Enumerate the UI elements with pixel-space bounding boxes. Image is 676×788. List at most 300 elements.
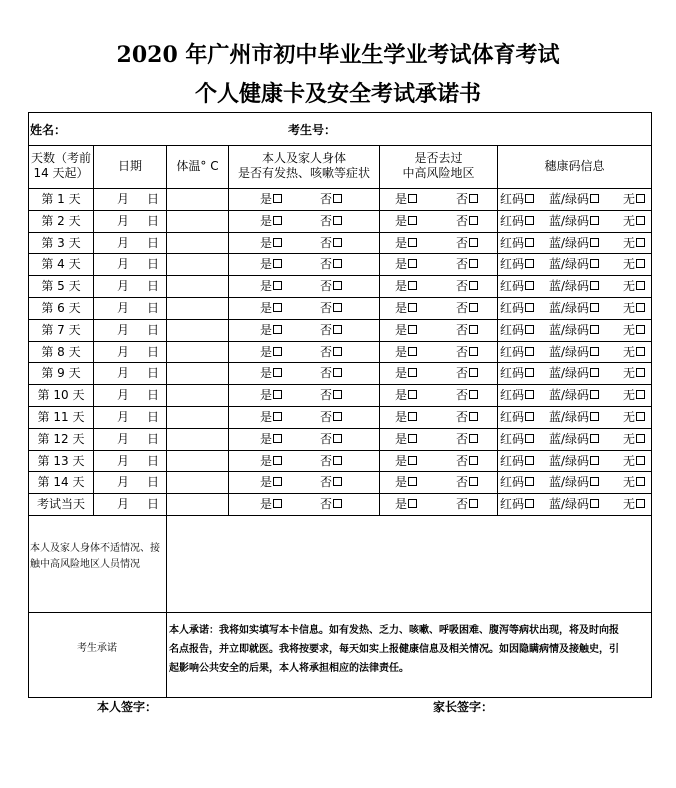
yes-text: 是 [395,257,408,271]
code-red-text: 红码 [500,236,525,250]
code-red-text: 红码 [500,323,525,337]
risk-no [456,214,486,230]
risk-no-checkbox[interactable] [469,238,478,247]
table-line [28,253,652,254]
no-text: 否 [456,257,469,271]
risk-no-checkbox[interactable] [469,259,478,268]
no-text: 否 [456,279,469,293]
no-text: 否 [456,301,469,315]
code-none-text: 无 [623,454,636,468]
code-none-checkbox[interactable] [636,368,645,377]
table-line [497,145,498,515]
code-none-checkbox[interactable] [636,477,645,486]
commitment-label: 考生承诺 [77,643,117,654]
code-blue-green-checkbox[interactable] [590,259,599,268]
symptom-yes-checkbox[interactable] [273,499,282,508]
symptom-yes [260,410,290,426]
yes-text: 是 [260,388,273,402]
risk-yes-checkbox[interactable] [408,499,417,508]
code-red-checkbox[interactable] [525,412,534,421]
code-none-text: 无 [623,345,636,359]
no-text: 否 [320,454,333,468]
code-blue-green [549,454,611,470]
no-text: 否 [456,236,469,250]
symptom-yes [260,279,290,295]
risk-no-checkbox[interactable] [469,434,478,443]
code-red-text: 红码 [500,192,525,206]
name-label: 姓名： [30,123,67,137]
code-blue-green-checkbox[interactable] [590,477,599,486]
table-line [28,362,652,363]
code-none-checkbox[interactable] [636,347,645,356]
symptom-yes-checkbox[interactable] [273,194,282,203]
code-red-checkbox[interactable] [525,303,534,312]
symptom-no-checkbox[interactable] [333,434,342,443]
code-red-checkbox[interactable] [525,477,534,486]
yes-text: 是 [260,366,273,380]
code-none-checkbox[interactable] [636,456,645,465]
risk-no [456,257,486,273]
code-blue-green-text: 蓝/绿码 [549,257,590,271]
risk-no-checkbox[interactable] [469,456,478,465]
header-date-line1: 日期 [117,159,142,173]
code-red-checkbox[interactable] [525,456,534,465]
table-line [28,612,652,613]
risk-yes-checkbox[interactable] [408,216,417,225]
symptom-no-checkbox[interactable] [333,325,342,334]
code-red-checkbox[interactable] [525,347,534,356]
risk-yes [395,410,425,426]
yes-text: 是 [260,454,273,468]
code-blue-green [549,192,611,208]
day-of-month-label: 日 [147,388,160,402]
yes-text: 是 [395,323,408,337]
risk-yes [395,279,425,295]
no-text: 否 [320,475,333,489]
symptom-no-checkbox[interactable] [333,368,342,377]
symptom-no [320,345,350,361]
code-blue-green-checkbox[interactable] [590,499,599,508]
code-red-text: 红码 [500,475,525,489]
risk-yes [395,454,425,470]
table-line [28,145,652,146]
code-red-checkbox[interactable] [525,368,534,377]
day-label: 第 14 天 [37,475,85,489]
symptom-no [320,388,350,404]
table-line [93,145,94,515]
day-label: 第 5 天 [41,279,81,293]
code-red-checkbox[interactable] [525,434,534,443]
code-blue-green [549,323,611,339]
header-symptom [229,151,379,183]
commitment-line-1: 本人承诺：我将如实填写本卡信息。如有发热、乏力、咳嗽、呼吸困难、腹泻等病状出现，将及时向报 [169,625,619,636]
risk-yes [395,432,425,448]
symptom-yes-checkbox[interactable] [273,281,282,290]
yes-text: 是 [395,192,408,206]
day-label: 第 1 天 [41,192,81,206]
symptom-no-checkbox[interactable] [333,194,342,203]
symptom-no-checkbox[interactable] [333,390,342,399]
symptom-no-checkbox[interactable] [333,347,342,356]
code-red-checkbox[interactable] [525,325,534,334]
code-none [623,301,651,317]
code-red-checkbox[interactable] [525,499,534,508]
code-red [500,475,544,491]
code-none-text: 无 [623,236,636,250]
symptom-yes-checkbox[interactable] [273,216,282,225]
code-none-checkbox[interactable] [636,194,645,203]
table-line [28,450,652,451]
yes-text: 是 [260,301,273,315]
code-blue-green [549,388,611,404]
day-label: 第 4 天 [41,257,81,271]
no-text: 否 [320,366,333,380]
code-blue-green [549,257,611,273]
code-blue-green-checkbox[interactable] [590,238,599,247]
month-label: 月 [117,388,130,402]
symptom-no-checkbox[interactable] [333,477,342,486]
symptom-no [320,279,350,295]
no-text: 否 [320,432,333,446]
symptom-no [320,301,350,317]
table-line [28,428,652,429]
code-blue-green-text: 蓝/绿码 [549,475,590,489]
no-text: 否 [320,410,333,424]
code-blue-green-checkbox[interactable] [590,434,599,443]
header-day [29,151,93,183]
no-text: 否 [320,388,333,402]
symptom-yes [260,475,290,491]
symptom-yes-checkbox[interactable] [273,434,282,443]
yes-text: 是 [395,236,408,250]
symptom-yes-checkbox[interactable] [273,325,282,334]
code-blue-green [549,432,611,448]
code-blue-green-text: 蓝/绿码 [549,410,590,424]
no-text: 否 [320,345,333,359]
table-line [28,112,652,113]
table-line [28,210,652,211]
code-red-text: 红码 [500,454,525,468]
no-text: 否 [320,192,333,206]
risk-no-checkbox[interactable] [469,347,478,356]
commitment-text [169,621,649,681]
yes-text: 是 [395,432,408,446]
code-none-text: 无 [623,192,636,206]
risk-no-checkbox[interactable] [469,499,478,508]
day-of-month-label: 日 [147,236,160,250]
code-none-checkbox[interactable] [636,390,645,399]
risk-no [456,497,486,513]
risk-no [456,410,486,426]
risk-no-checkbox[interactable] [469,325,478,334]
no-text: 否 [320,279,333,293]
yes-text: 是 [260,497,273,511]
code-red-checkbox[interactable] [525,390,534,399]
code-none-text: 无 [623,214,636,228]
code-none-checkbox[interactable] [636,303,645,312]
code-none-text: 无 [623,366,636,380]
risk-no-checkbox[interactable] [469,390,478,399]
code-blue-green-text: 蓝/绿码 [549,214,590,228]
code-none-text: 无 [623,257,636,271]
no-text: 否 [320,323,333,337]
month-label: 月 [117,236,130,250]
student-sign-label: 本人签字： [97,700,158,714]
risk-yes [395,301,425,317]
code-red-text: 红码 [500,410,525,424]
code-none-checkbox[interactable] [636,434,645,443]
code-blue-green [549,236,611,252]
risk-yes-checkbox[interactable] [408,368,417,377]
risk-yes-checkbox[interactable] [408,456,417,465]
symptom-yes [260,323,290,339]
risk-yes-checkbox[interactable] [408,477,417,486]
code-blue-green-checkbox[interactable] [590,456,599,465]
header-code [498,159,651,191]
yes-text: 是 [260,323,273,337]
yes-text: 是 [395,345,408,359]
risk-no-checkbox[interactable] [469,194,478,203]
no-text: 否 [456,497,469,511]
table-line [28,297,652,298]
risk-no [456,345,486,361]
code-none [623,366,651,382]
month-label: 月 [117,323,130,337]
table-line [28,275,652,276]
risk-yes [395,497,425,513]
code-blue-green-checkbox[interactable] [590,347,599,356]
code-blue-green-text: 蓝/绿码 [549,323,590,337]
day-of-month-label: 日 [147,366,160,380]
code-none-text: 无 [623,497,636,511]
code-none-checkbox[interactable] [636,325,645,334]
risk-no [456,454,486,470]
symptom-yes [260,454,290,470]
discomfort-input-area[interactable] [167,516,650,611]
symptom-yes-checkbox[interactable] [273,347,282,356]
code-none [623,323,651,339]
symptom-no-checkbox[interactable] [333,456,342,465]
code-blue-green-checkbox[interactable] [590,390,599,399]
day-label: 第 6 天 [41,301,81,315]
risk-yes-checkbox[interactable] [408,325,417,334]
code-blue-green-checkbox[interactable] [590,368,599,377]
risk-no-checkbox[interactable] [469,412,478,421]
code-none [623,236,651,252]
risk-yes-checkbox[interactable] [408,194,417,203]
code-red-text: 红码 [500,366,525,380]
yes-text: 是 [260,192,273,206]
risk-yes [395,257,425,273]
symptom-yes-checkbox[interactable] [273,477,282,486]
code-none [623,345,651,361]
code-none-text: 无 [623,279,636,293]
code-blue-green-text: 蓝/绿码 [549,192,590,206]
symptom-no-checkbox[interactable] [333,499,342,508]
symptom-yes-checkbox[interactable] [273,259,282,268]
code-none-checkbox[interactable] [636,216,645,225]
code-blue-green-checkbox[interactable] [590,281,599,290]
symptom-yes [260,345,290,361]
symptom-no-checkbox[interactable] [333,412,342,421]
code-red-checkbox[interactable] [525,259,534,268]
day-label: 第 13 天 [37,454,85,468]
symptom-no [320,214,350,230]
table-line [28,493,652,494]
risk-no [456,301,486,317]
no-text: 否 [320,301,333,315]
code-blue-green [549,214,611,230]
code-blue-green-text: 蓝/绿码 [549,279,590,293]
symptom-no-checkbox[interactable] [333,216,342,225]
day-label: 第 8 天 [41,345,81,359]
no-text: 否 [320,497,333,511]
discomfort-line1: 本人及家人身体不适情况、接 [30,543,160,554]
code-blue-green-checkbox[interactable] [590,412,599,421]
risk-no-checkbox[interactable] [469,303,478,312]
code-red-text: 红码 [500,214,525,228]
code-red [500,214,544,230]
yes-text: 是 [395,388,408,402]
no-text: 否 [456,214,469,228]
code-blue-green [549,301,611,317]
day-of-month-label: 日 [147,257,160,271]
no-text: 否 [456,454,469,468]
yes-text: 是 [260,475,273,489]
day-of-month-label: 日 [147,410,160,424]
symptom-yes-checkbox[interactable] [273,390,282,399]
code-blue-green-checkbox[interactable] [590,216,599,225]
symptom-no-checkbox[interactable] [333,303,342,312]
code-none [623,279,651,295]
month-label: 月 [117,214,130,228]
risk-no-checkbox[interactable] [469,216,478,225]
yes-text: 是 [395,279,408,293]
day-label: 第 2 天 [41,214,81,228]
code-blue-green-checkbox[interactable] [590,194,599,203]
risk-yes-checkbox[interactable] [408,412,417,421]
table-line [28,319,652,320]
month-label: 月 [117,301,130,315]
code-red [500,497,544,513]
code-blue-green-checkbox[interactable] [590,303,599,312]
risk-yes [395,366,425,382]
code-none [623,257,651,273]
day-label: 第 12 天 [37,432,85,446]
symptom-no-checkbox[interactable] [333,259,342,268]
risk-yes-checkbox[interactable] [408,390,417,399]
day-of-month-label: 日 [147,345,160,359]
header-symptom-line1: 本人及家人身体 [261,151,346,165]
risk-yes-checkbox[interactable] [408,303,417,312]
symptom-no [320,236,350,252]
month-label: 月 [117,345,130,359]
code-none-checkbox[interactable] [636,499,645,508]
code-none [623,497,651,513]
code-none [623,214,651,230]
no-text: 否 [456,366,469,380]
code-red-checkbox[interactable] [525,281,534,290]
month-label: 月 [117,497,130,511]
risk-no-checkbox[interactable] [469,368,478,377]
risk-yes-checkbox[interactable] [408,238,417,247]
symptom-yes-checkbox[interactable] [273,238,282,247]
month-label: 月 [117,257,130,271]
commitment-line-2: 名点报告，并立即就医。我将按要求，每天如实上报健康信息及相关情况。如因隐瞒病情及接触史，引 [169,644,619,655]
risk-yes-checkbox[interactable] [408,281,417,290]
symptom-yes-checkbox[interactable] [273,456,282,465]
symptom-yes [260,301,290,317]
yes-text: 是 [260,345,273,359]
code-blue-green-text: 蓝/绿码 [549,236,590,250]
risk-yes-checkbox[interactable] [408,259,417,268]
yes-text: 是 [395,301,408,315]
day-of-month-label: 日 [147,323,160,337]
risk-no-checkbox[interactable] [469,281,478,290]
code-blue-green-checkbox[interactable] [590,325,599,334]
code-blue-green-text: 蓝/绿码 [549,366,590,380]
code-blue-green-text: 蓝/绿码 [549,454,590,468]
code-red-checkbox[interactable] [525,194,534,203]
code-none-text: 无 [623,323,636,337]
risk-yes-checkbox[interactable] [408,347,417,356]
yes-text: 是 [260,257,273,271]
symptom-no-checkbox[interactable] [333,238,342,247]
yes-text: 是 [395,214,408,228]
symptom-no [320,410,350,426]
symptom-yes-checkbox[interactable] [273,412,282,421]
symptom-no [320,432,350,448]
risk-yes [395,475,425,491]
symptom-yes [260,432,290,448]
code-red [500,366,544,382]
code-red-checkbox[interactable] [525,238,534,247]
risk-no [456,475,486,491]
month-label: 月 [117,279,130,293]
code-blue-green-text: 蓝/绿码 [549,345,590,359]
day-of-month-label: 日 [147,497,160,511]
risk-yes [395,323,425,339]
code-red [500,323,544,339]
month-label: 月 [117,475,130,489]
code-none-checkbox[interactable] [636,281,645,290]
day-label: 考试当天 [36,497,85,511]
risk-yes-checkbox[interactable] [408,434,417,443]
risk-no [456,279,486,295]
risk-no-checkbox[interactable] [469,477,478,486]
title-line-2: 个人健康卡及安全考试承诺书 [194,81,481,107]
header-symptom-line2: 是否有发热、咳嗽等症状 [237,166,370,180]
symptom-yes [260,388,290,404]
symptom-no-checkbox[interactable] [333,281,342,290]
code-red [500,345,544,361]
code-none-checkbox[interactable] [636,259,645,268]
symptom-yes-checkbox[interactable] [273,303,282,312]
symptom-yes-checkbox[interactable] [273,368,282,377]
day-of-month-label: 日 [147,301,160,315]
commitment-line-3: 起影响公共安全的后果，本人将承担相应的法律责任。 [169,663,409,674]
code-none-checkbox[interactable] [636,412,645,421]
code-red [500,236,544,252]
no-text: 否 [456,388,469,402]
code-none-text: 无 [623,388,636,402]
header-risk-line1: 是否去过 [414,151,463,165]
code-red-checkbox[interactable] [525,216,534,225]
symptom-no [320,323,350,339]
code-red-text: 红码 [500,301,525,315]
code-none-checkbox[interactable] [636,238,645,247]
symptom-no [320,454,350,470]
